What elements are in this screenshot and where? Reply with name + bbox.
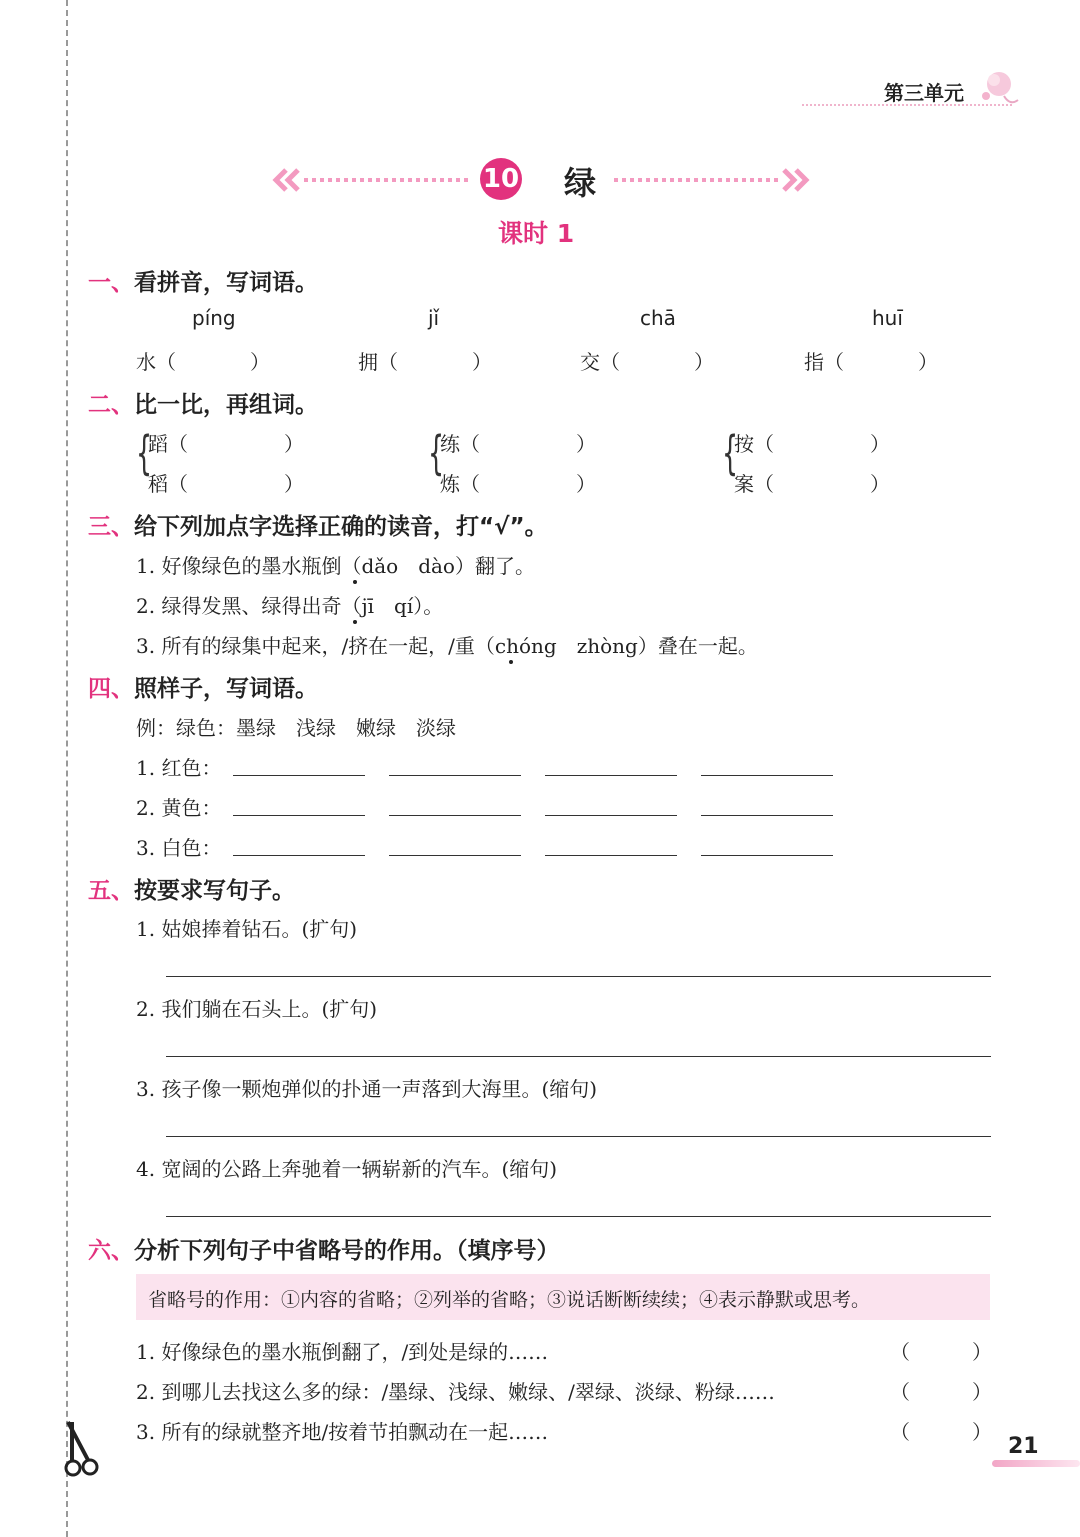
section5-number: 五、 [88,878,134,904]
group1-bottom-close: ） [284,472,304,496]
group2-bottom-close: ） [576,472,596,496]
scissors-icon [58,1420,104,1480]
red-answer-line-1[interactable] [233,775,365,776]
left-arrows-icon [272,166,472,198]
brace-1: { [136,426,153,480]
white-answer-line-3[interactable] [545,855,677,856]
emphasis-dot-1 [353,580,357,584]
word-2-close: ） [472,350,492,374]
lesson-subtitle: 课时 1 [498,219,575,248]
red-answer-line-4[interactable] [701,775,833,776]
group1-top-close: ） [284,432,304,456]
red-answer-line-2[interactable] [389,775,521,776]
section3-number: 三、 [88,514,134,540]
section6-item-1-close: ） [972,1340,992,1364]
section5-item-3: 3. 孩子像一颗炮弹似的扑通一声落到大海里。(缩句) [136,1077,598,1101]
section3-item-1: 1. 好像绿色的墨水瓶倒（dǎo dào）翻了。 [136,554,535,578]
section6-item-3-open: （ [890,1420,910,1444]
white-answer-line-4[interactable] [701,855,833,856]
word-4: 指（ [804,350,844,374]
group2-bottom: 炼（ [440,472,480,496]
section6-item-1: 1. 好像绿色的墨水瓶倒翻了，/到处是绿的…… [136,1340,549,1364]
white-answer-line-2[interactable] [389,855,521,856]
yellow-answer-line-4[interactable] [701,815,833,816]
section6-item-3-close: ） [972,1420,992,1444]
section3-item-2: 2. 绿得发黑、绿得出奇（jī qí）。 [136,594,444,618]
flower-decoration-icon [974,66,1020,116]
section6-item-2-open: （ [890,1380,910,1404]
word-2-blank[interactable] [402,346,472,372]
group2-top-close: ） [576,432,596,456]
ellipsis-hint-box [136,1274,990,1320]
pinyin-2: jǐ [428,306,440,330]
section6-item-3: 3. 所有的绿就整齐地/按着节拍飘动在一起…… [136,1420,549,1444]
brace-2: { [428,426,445,480]
sentence-answer-line-1[interactable] [166,976,991,977]
header-underline [802,104,1012,106]
ellipsis-hint-text: 省略号的作用：①内容的省略；②列举的省略；③说话断断续续；④表示静默或思考。 [148,1289,871,1311]
section6-answer-3[interactable] [912,1416,972,1442]
section5-item-1: 1. 姑娘捧着钻石。(扩句) [136,917,358,941]
lesson-number: 10 [482,164,520,194]
word-3: 交（ [580,350,620,374]
group3-top: 按（ [734,432,774,456]
word-3-blank[interactable] [624,346,694,372]
yellow-answer-line-3[interactable] [545,815,677,816]
section1-number: 一、 [88,270,134,296]
section4-number: 四、 [88,676,134,702]
section6-title [88,1232,560,1265]
sentence-answer-line-4[interactable] [166,1216,991,1217]
lesson-title: 绿 [564,164,597,202]
white-answer-line-1[interactable] [233,855,365,856]
lesson-number-badge [480,158,522,200]
cut-line [66,0,68,1537]
section5-item-4: 4. 宽阔的公路上奔驰着一辆崭新的汽车。(缩句) [136,1157,558,1181]
section4-item-2: 2. 黄色： [136,796,222,820]
yellow-answer-line-2[interactable] [389,815,521,816]
section6-item-2: 2. 到哪儿去找这么多的绿：/墨绿、浅绿、嫩绿、/翠绿、淡绿、粉绿…… [136,1380,775,1404]
section3-item-3: 3. 所有的绿集中起来，/挤在一起，/重（chóng zhòng）叠在一起。 [136,634,758,658]
section4-title [88,670,318,703]
section1-text: 看拼音，写词语。 [134,270,318,296]
section4-item-1: 1. 红色： [136,756,222,780]
section4-example: 例：绿色：墨绿 浅绿 嫩绿 淡绿 [136,716,456,740]
section6-text: 分析下列句子中省略号的作用。（填序号） [134,1238,560,1264]
word-4-close: ） [918,350,938,374]
page-number-bar [992,1460,1080,1467]
red-answer-line-3[interactable] [545,775,677,776]
section4-item-3: 3. 白色： [136,836,222,860]
section2-text: 比一比，再组词。 [134,392,318,418]
section5-text: 按要求写句子。 [134,878,295,904]
word-1-close: ） [250,350,270,374]
section3-text: 给下列加点字选择正确的读音，打“√”。 [134,514,548,540]
section6-answer-1[interactable] [912,1336,972,1362]
group3-top-close: ） [870,432,890,456]
pinyin-1: píng [192,306,236,330]
word-1: 水（ [136,350,176,374]
emphasis-dot-3 [509,660,513,664]
sentence-answer-line-3[interactable] [166,1136,991,1137]
group3-bottom: 案（ [734,472,774,496]
section1-title [88,264,318,297]
yellow-answer-line-1[interactable] [233,815,365,816]
section2-title [88,386,318,419]
brace-3: { [722,426,739,480]
group1-bottom: 稻（ [148,472,188,496]
section4-text: 照样子，写词语。 [134,676,318,702]
section6-answer-2[interactable] [912,1376,972,1402]
group3-bottom-close: ） [870,472,890,496]
word-4-blank[interactable] [848,346,918,372]
section2-number: 二、 [88,392,134,418]
section3-title [88,508,548,541]
unit-label: 第三单元 [884,81,964,105]
pinyin-3: chā [640,306,676,330]
word-1-blank[interactable] [180,346,250,372]
sentence-answer-line-2[interactable] [166,1056,991,1057]
right-arrows-icon [612,166,812,198]
group1-top: 蹈（ [148,432,188,456]
section6-item-2-close: ） [972,1380,992,1404]
page-number: 21 [1008,1434,1039,1459]
word-2: 拥（ [358,350,398,374]
section6-item-1-open: （ [890,1340,910,1364]
section5-title [88,872,295,905]
word-3-close: ） [694,350,714,374]
group2-top: 练（ [440,432,480,456]
section5-item-2: 2. 我们躺在石头上。(扩句) [136,997,378,1021]
pinyin-4: huī [872,306,903,330]
section6-number: 六、 [88,1238,134,1264]
emphasis-dot-2 [353,620,357,624]
